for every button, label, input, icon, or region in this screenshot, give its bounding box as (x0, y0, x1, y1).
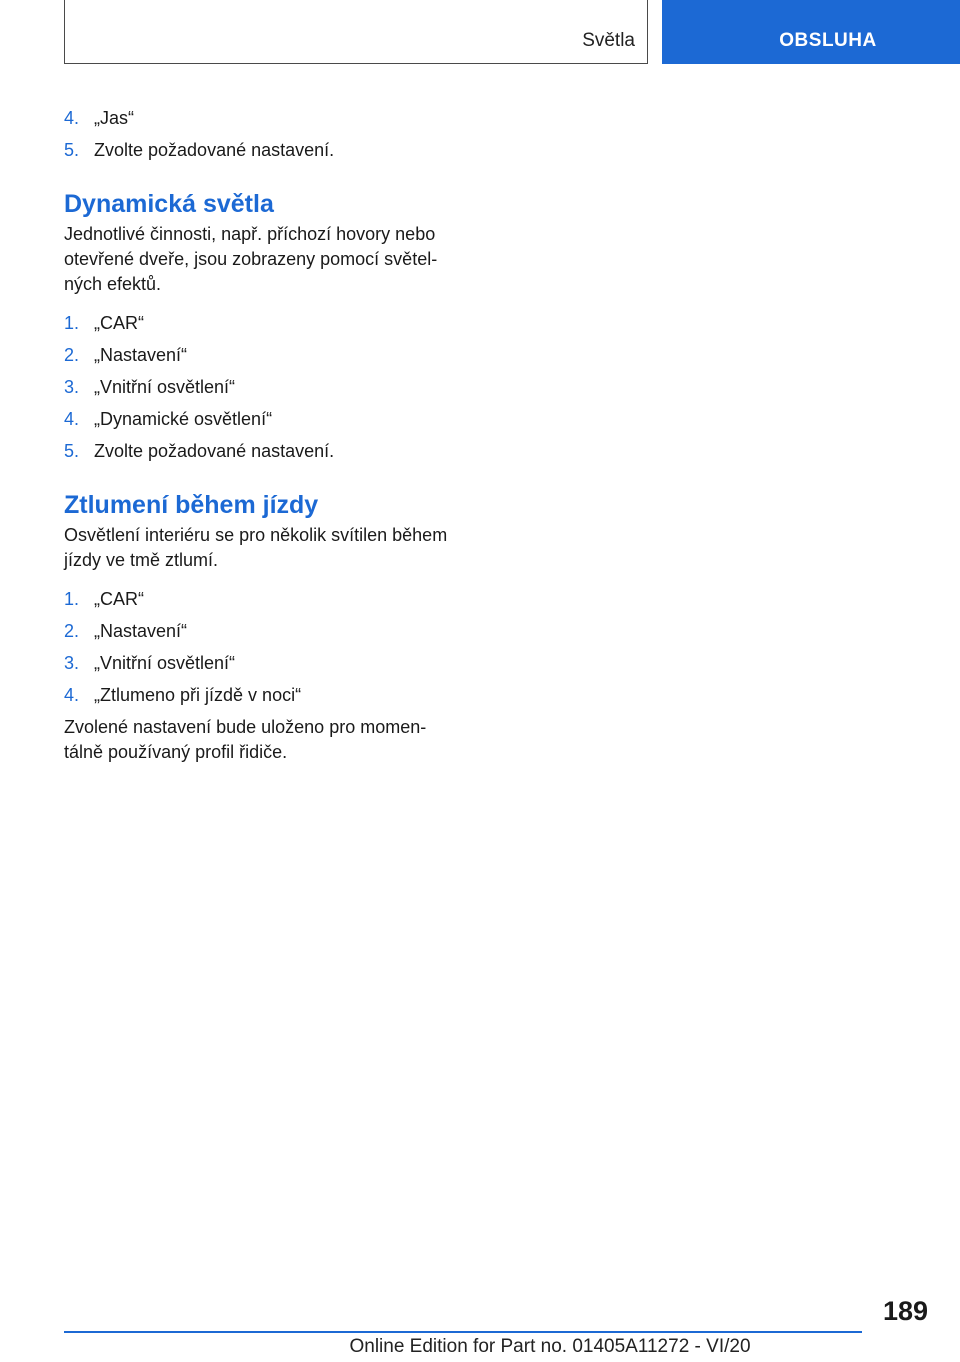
paragraph-line: tálně používaný profil řidiče. (64, 742, 288, 762)
section-heading-dynamic-lights: Dynamická světla (64, 190, 274, 218)
edition-footer: Online Edition for Part no. 01405A11272 - VI/20 (349, 1336, 751, 1357)
paragraph-line: ných efektů. (64, 274, 162, 294)
step-text: „Nastavení“ (94, 621, 188, 641)
paragraph-line: otevřené dveře, jsou zobrazeny pomocí světel‐ (64, 249, 438, 269)
step-text: „Ztlumeno při jízdě v noci“ (94, 685, 302, 705)
step-text: „CAR“ (94, 589, 144, 609)
step-text: „Vnitřní osvětlení“ (94, 377, 236, 397)
section-title: Světla (582, 30, 635, 51)
chapter-label: OBSLUHA (779, 30, 877, 51)
paragraph-line: Osvětlení interiéru se pro několik svítilen během (64, 525, 448, 545)
step-number: 3. (64, 653, 80, 673)
step-text: „Nastavení“ (94, 345, 188, 365)
step-number: 3. (64, 377, 80, 397)
paragraph-line: Jednotlivé činnosti, např. příchozí hovory nebo (64, 224, 436, 244)
note-paragraph (64, 715, 484, 765)
page-content (64, 104, 484, 765)
list-item (64, 136, 484, 168)
list-item (64, 341, 484, 373)
step-text: „CAR“ (94, 313, 144, 333)
list-item (64, 373, 484, 405)
paragraph-line: jízdy ve tmě ztlumí. (64, 550, 219, 570)
page-number: 189 (882, 1296, 928, 1326)
list-item (64, 104, 484, 136)
step-text: „Dynamické osvětlení“ (94, 409, 273, 429)
list-item (64, 681, 484, 713)
paragraph-dynamic-lights (64, 222, 484, 297)
step-text: „Jas“ (94, 108, 134, 128)
header-frame (64, 0, 648, 64)
list-item (64, 405, 484, 437)
step-text: Zvolte požadované nastavení. (94, 441, 335, 461)
step-number: 4. (64, 685, 80, 705)
list-item (64, 649, 484, 681)
step-number: 4. (64, 409, 80, 429)
step-number: 4. (64, 108, 80, 128)
section-heading-dimming: Ztlumení během jízdy (64, 491, 319, 519)
step-number: 2. (64, 621, 80, 641)
list-item (64, 309, 484, 341)
list-item (64, 617, 484, 649)
paragraph-line: Zvolené nastavení bude uloženo pro momen‐ (64, 717, 427, 737)
step-number: 5. (64, 441, 80, 461)
list-item (64, 437, 484, 469)
step-text: „Vnitřní osvětlení“ (94, 653, 236, 673)
chapter-tab (662, 0, 960, 64)
paragraph-dimming (64, 523, 484, 573)
list-item (64, 585, 484, 617)
step-number: 1. (64, 313, 80, 333)
footer-divider (64, 1331, 862, 1333)
step-number: 2. (64, 345, 80, 365)
step-number: 5. (64, 140, 80, 160)
step-number: 1. (64, 589, 80, 609)
step-text: Zvolte požadované nastavení. (94, 140, 335, 160)
